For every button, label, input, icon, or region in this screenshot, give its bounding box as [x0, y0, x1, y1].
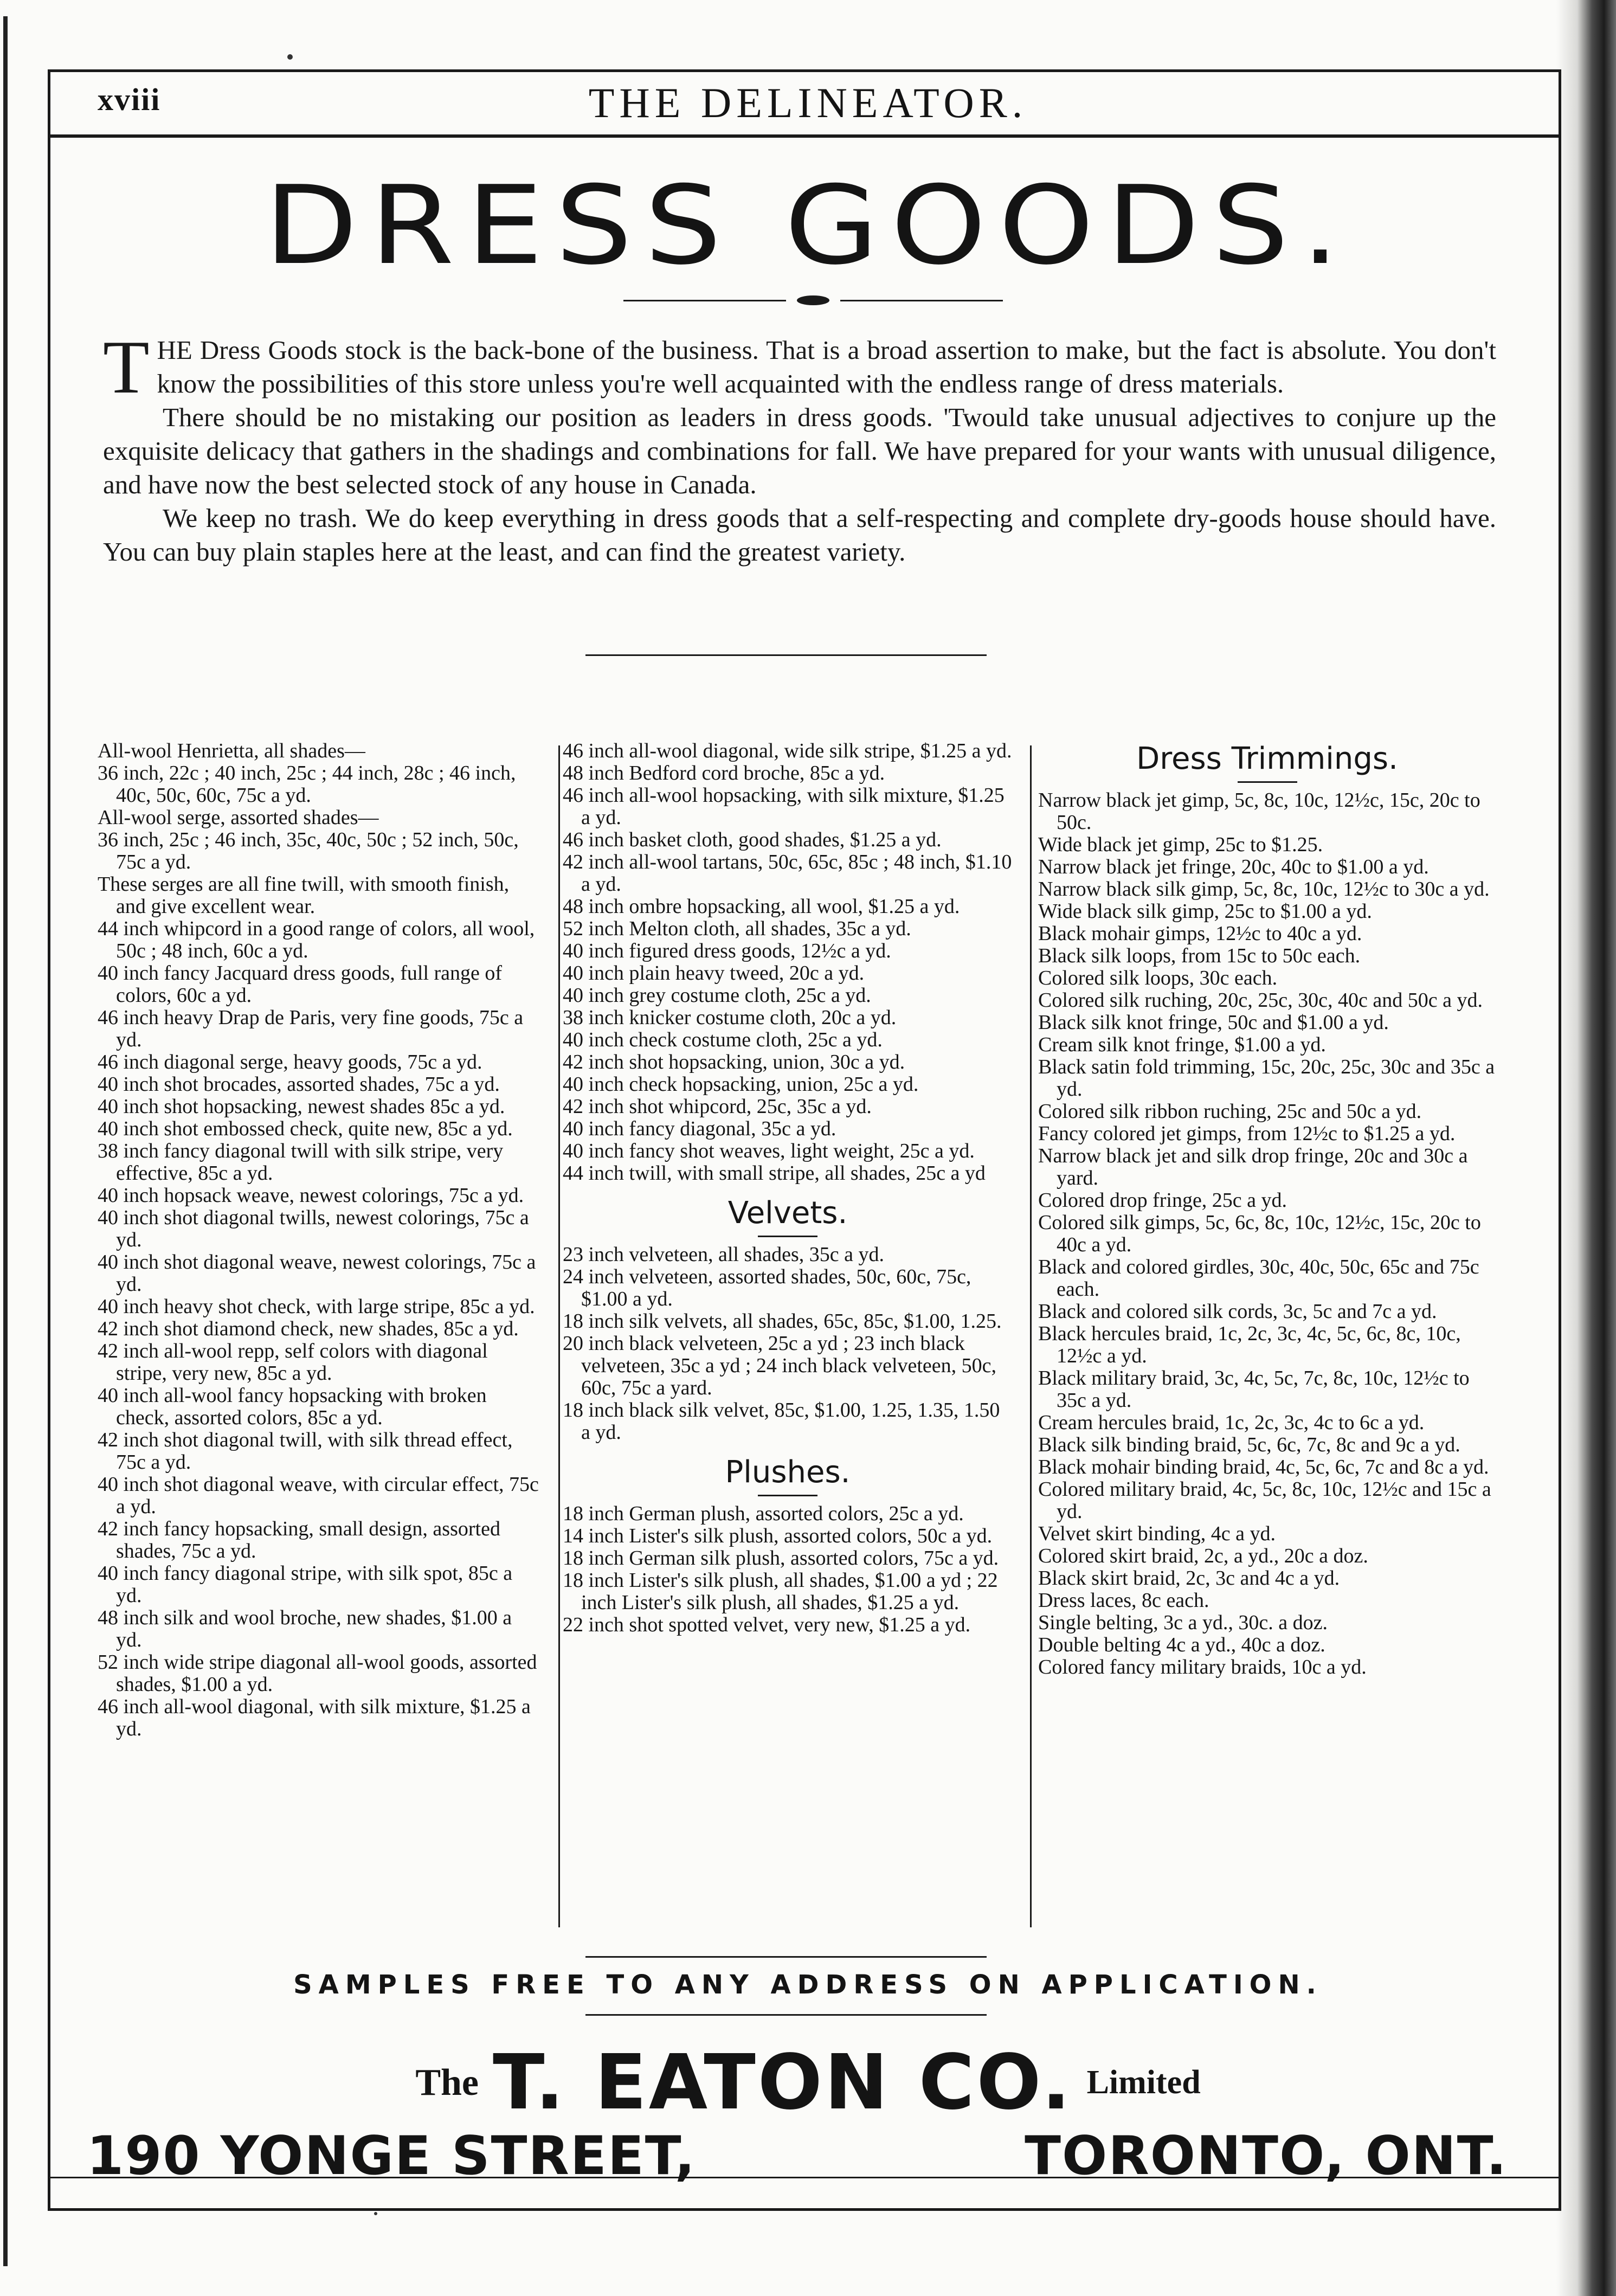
section-divider — [585, 654, 987, 656]
intro-paragraph-2: There should be no mistaking our position as leaders in dress goods. 'Twould take unusual adjectives to conjure up the exquisite delicacy that gathers in the shadings and combinations for fall. We have prepared for your wants with unusual diligence, and have now the best selected stock of any house in Canada. — [103, 402, 1496, 499]
list-item: 46 inch all-wool hopsacking, with silk mixture, $1.25 a yd. — [563, 784, 1005, 829]
intro-paragraph-1-text: HE Dress Goods stock is the back-bone of the business. That is a broad assertion to make, but the fact is absolute. You don't know the possibilities of this store unless you're well acquainted with the endless range of dress materials. — [157, 335, 1496, 398]
list-item: 18 inch Lister's silk plush, all shades, $1.00 a yd ; 22 inch Lister's silk plush, all shades, $1.25 a yd. — [563, 1569, 998, 1614]
city-address: TORONTO, ONT. — [1025, 2125, 1508, 2187]
plushes-list — [563, 1503, 1013, 1636]
header-rule — [48, 134, 1561, 138]
print-speck — [374, 2212, 377, 2215]
price-list — [98, 739, 1495, 1922]
list-item: 40 inch shot brocades, assorted shades, 75c a yd. — [98, 1073, 500, 1096]
running-head: THE DELINEATOR. — [588, 79, 1028, 126]
company-limited: Limited — [1086, 2064, 1201, 2101]
list-item: Dress laces, 8c each. — [1038, 1589, 1209, 1612]
list-item: 14 inch Lister's silk plush, assorted colors, 50c a yd. — [563, 1525, 993, 1547]
list-item: 40 inch shot diagonal twills, newest colorings, 75c a yd. — [98, 1206, 529, 1251]
company-name: T. EATON CO. — [493, 2038, 1073, 2127]
list-item: 38 inch fancy diagonal twill with silk stripe, very effective, 85c a yd. — [98, 1140, 504, 1185]
column-dress-trimmings — [1038, 740, 1496, 1678]
list-item: Double belting 4c a yd., 40c a doz. — [1038, 1633, 1325, 1656]
list-item: 40 inch plain heavy tweed, 20c a yd. — [563, 962, 865, 985]
list-item: 48 inch silk and wool broche, new shades, $1.00 a yd. — [98, 1606, 512, 1651]
list-item: 46 inch heavy Drap de Paris, very fine goods, 75c a yd. — [98, 1006, 524, 1051]
list-item: 23 inch velveteen, all shades, 35c a yd. — [563, 1243, 885, 1266]
list-item: 52 inch wide stripe diagonal all-wool goods, assorted shades, $1.00 a yd. — [98, 1651, 537, 1696]
street-address: 190 YONGE STREET, — [87, 2125, 696, 2187]
list-item: 46 inch all-wool diagonal, with silk mixture, $1.25 a yd. — [98, 1695, 531, 1740]
list-item: 24 inch velveteen, assorted shades, 50c, 60c, 75c, $1.00 a yd. — [563, 1265, 971, 1310]
company-article: The — [415, 2061, 479, 2104]
list-item: 42 inch fancy hopsacking, small design, assorted shades, 75c a yd. — [98, 1517, 500, 1562]
list-item: 40 inch check hopsacking, union, 25c a yd. — [563, 1073, 919, 1096]
list-item: 48 inch ombre hopsacking, all wool, $1.25 a yd. — [563, 895, 960, 918]
list-item: 18 inch German plush, assorted colors, 25c a yd. — [563, 1502, 964, 1525]
list-item: Black hercules braid, 1c, 2c, 3c, 4c, 5c, 6c, 8c, 10c, 12½c a yd. — [1038, 1322, 1461, 1367]
list-item: 40 inch check costume cloth, 25c a yd. — [563, 1028, 883, 1051]
samples-notice: SAMPLES FREE TO ANY ADDRESS ON APPLICATION. — [293, 1970, 1323, 2000]
list-item: 18 inch black silk velvet, 85c, $1.00, 1.25, 1.35, 1.50 a yd. — [563, 1399, 1000, 1444]
list-item: Black and colored silk cords, 3c, 5c and 7c a yd. — [1038, 1300, 1437, 1323]
list-item: 42 inch shot diagonal twill, with silk thread effect, 75c a yd. — [98, 1429, 513, 1474]
list-item: 42 inch all-wool tartans, 50c, 65c, 85c ; 48 inch, $1.10 a yd. — [563, 851, 1012, 896]
samples-rule-top — [585, 1956, 987, 1958]
list-item: 40 inch fancy diagonal stripe, with silk spot, 85c a yd. — [98, 1562, 513, 1607]
list-item: Colored silk ribbon ruching, 25c and 50c a yd. — [1038, 1100, 1422, 1123]
list-item: Wide black jet gimp, 25c to $1.25. — [1038, 833, 1323, 856]
list-item: Colored silk ruching, 20c, 25c, 30c, 40c and 50c a yd. — [1038, 989, 1483, 1012]
list-item: Black silk binding braid, 5c, 6c, 7c, 8c and 9c a yd. — [1038, 1433, 1460, 1456]
list-item: 40 inch shot embossed check, quite new, 85c a yd. — [98, 1117, 513, 1140]
drop-cap: T — [103, 325, 150, 409]
list-item: Cream silk knot fringe, $1.00 a yd. — [1038, 1033, 1326, 1056]
list-item: 52 inch Melton cloth, all shades, 35c a yd. — [563, 917, 911, 940]
list-item: 46 inch basket cloth, good shades, $1.25 a yd. — [563, 828, 942, 851]
list-item: Velvet skirt binding, 4c a yd. — [1038, 1522, 1276, 1545]
list-item: Black mohair gimps, 12½c to 40c a yd. — [1038, 922, 1362, 945]
list-item: 40 inch fancy shot weaves, light weight, 25c a yd. — [563, 1140, 975, 1162]
list-item: 18 inch German silk plush, assorted colors, 75c a yd. — [563, 1547, 999, 1570]
plushes-heading: Plushes. — [563, 1454, 1013, 1496]
intro-paragraph-3: We keep no trash. We do keep everything in dress goods that a self-respecting and complete dry-goods house should have. You can buy plain staples here at the least, and can find the greatest variety. — [103, 503, 1496, 567]
list-item: 42 inch shot whipcord, 25c, 35c a yd. — [563, 1095, 872, 1118]
scan-edge-right — [1556, 0, 1616, 2296]
velvets-heading: Velvets. — [563, 1194, 1013, 1237]
column-dress-goods-velvets-plushes — [563, 740, 1013, 1636]
list-item: Colored silk loops, 30c each. — [1038, 967, 1278, 989]
list-item: Cream hercules braid, 1c, 2c, 3c, 4c to 6c a yd. — [1038, 1411, 1425, 1434]
list-item: Wide black silk gimp, 25c to $1.00 a yd. — [1038, 900, 1372, 923]
list-item: 44 inch whipcord in a good range of colors, all wool, 50c ; 48 inch, 60c a yd. — [98, 917, 535, 962]
dress-goods-list-continued — [563, 740, 1013, 1185]
list-item: 40 inch heavy shot check, with large stripe, 85c a yd. — [98, 1295, 535, 1318]
company-name-line — [0, 2038, 1616, 2127]
list-item: 42 inch all-wool repp, self colors with diagonal stripe, very new, 85c a yd. — [98, 1340, 488, 1385]
list-item: Black satin fold trimming, 15c, 20c, 25c, 30c and 35c a yd. — [1038, 1056, 1495, 1101]
intro-paragraph-1 — [103, 325, 1496, 409]
list-item: 42 inch shot diamond check, new shades, 85c a yd. — [98, 1317, 519, 1340]
list-item: 40 inch shot hopsacking, newest shades 85c a yd. — [98, 1095, 505, 1118]
list-item: 40 inch fancy diagonal, 35c a yd. — [563, 1117, 836, 1140]
list-item: 40 inch hopsack weave, newest colorings, 75c a yd. — [98, 1184, 524, 1207]
list-item: 40 inch all-wool fancy hopsacking with broken check, assorted colors, 85c a yd. — [98, 1384, 487, 1429]
scan-edge-left — [3, 16, 8, 2266]
list-item: Colored fancy military braids, 10c a yd. — [1038, 1656, 1367, 1678]
page-title: DRESS GOODS. — [264, 163, 1352, 289]
list-item: All-wool Henrietta, all shades— — [98, 739, 365, 762]
list-item: 40 inch grey costume cloth, 25c a yd. — [563, 984, 871, 1007]
list-item: Fancy colored jet gimps, from 12½c to $1.25 a yd. — [1038, 1122, 1456, 1145]
list-item: 36 inch, 22c ; 40 inch, 25c ; 44 inch, 28c ; 46 inch, 40c, 50c, 60c, 75c a yd. — [98, 762, 516, 807]
list-item: 22 inch shot spotted velvet, very new, $1.25 a yd. — [563, 1613, 971, 1636]
trimmings-list — [1038, 789, 1496, 1678]
trimmings-heading: Dress Trimmings. — [1038, 740, 1496, 783]
list-item: Black mohair binding braid, 4c, 5c, 6c, 7c and 8c a yd. — [1038, 1456, 1489, 1478]
list-item: These serges are all fine twill, with smooth finish, and give excellent wear. — [98, 873, 510, 918]
list-item: Black silk knot fringe, 50c and $1.00 a yd. — [1038, 1011, 1389, 1034]
list-item: Narrow black jet gimp, 5c, 8c, 10c, 12½c, 15c, 20c to 50c. — [1038, 789, 1480, 834]
list-item: Colored military braid, 4c, 5c, 8c, 10c, 12½c and 15c a yd. — [1038, 1478, 1491, 1523]
list-item: Narrow black silk gimp, 5c, 8c, 10c, 12½c to 30c a yd. — [1038, 878, 1490, 901]
list-item: 46 inch all-wool diagonal, wide silk stripe, $1.25 a yd. — [563, 739, 1012, 762]
print-speck — [287, 54, 293, 60]
list-item: 40 inch fancy Jacquard dress goods, full range of colors, 60c a yd. — [98, 962, 503, 1007]
list-item: Colored skirt braid, 2c, a yd., 20c a doz. — [1038, 1545, 1368, 1567]
list-item: Narrow black jet fringe, 20c, 40c to $1.00 a yd. — [1038, 856, 1429, 878]
list-item: 38 inch knicker costume cloth, 20c a yd. — [563, 1006, 897, 1029]
list-item: 40 inch shot diagonal weave, with circular effect, 75c a yd. — [98, 1473, 539, 1518]
list-item: 48 inch Bedford cord broche, 85c a yd. — [563, 762, 885, 784]
list-item: All-wool serge, assorted shades— — [98, 806, 379, 829]
page-folio: xviii — [98, 82, 161, 117]
velvets-list — [563, 1244, 1013, 1444]
list-item: Single belting, 3c a yd., 30c. a doz. — [1038, 1611, 1328, 1634]
list-item: 42 inch shot hopsacking, union, 30c a yd. — [563, 1051, 905, 1073]
list-item: Narrow black jet and silk drop fringe, 20c and 30c a yard. — [1038, 1144, 1468, 1189]
list-item: 44 inch twill, with small stripe, all shades, 25c a yd — [563, 1162, 986, 1185]
list-item: 40 inch figured dress goods, 12½c a yd. — [563, 940, 891, 962]
list-item: Black skirt braid, 2c, 3c and 4c a yd. — [1038, 1567, 1340, 1590]
list-item: 18 inch silk velvets, all shades, 65c, 85c, $1.00, 1.25. — [563, 1310, 1002, 1333]
list-item: 40 inch shot diagonal weave, newest colorings, 75c a yd. — [98, 1251, 536, 1296]
list-item: Black and colored girdles, 30c, 40c, 50c, 65c and 75c each. — [1038, 1256, 1479, 1301]
samples-rule-bottom — [585, 2014, 987, 2016]
list-item: Colored drop fringe, 25c a yd. — [1038, 1189, 1287, 1212]
title-ornament — [623, 295, 1003, 306]
column-dress-goods — [98, 740, 539, 1740]
list-item: 20 inch black velveteen, 25c a yd ; 23 inch black velveteen, 35c a yd ; 24 inch black velveteen, 50c, 60c, 75c a yard. — [563, 1332, 997, 1399]
list-item: 36 inch, 25c ; 46 inch, 35c, 40c, 50c ; 52 inch, 50c, 75c a yd. — [98, 828, 519, 873]
list-item: Black military braid, 3c, 4c, 5c, 7c, 8c, 10c, 12½c to 35c a yd. — [1038, 1367, 1470, 1412]
list-item: Colored silk gimps, 5c, 6c, 8c, 10c, 12½c, 15c, 20c to 40c a yd. — [1038, 1211, 1481, 1256]
intro-text — [103, 325, 1496, 569]
list-item: 46 inch diagonal serge, heavy goods, 75c a yd. — [98, 1051, 482, 1073]
list-item: Black silk loops, from 15c to 50c each. — [1038, 944, 1361, 967]
